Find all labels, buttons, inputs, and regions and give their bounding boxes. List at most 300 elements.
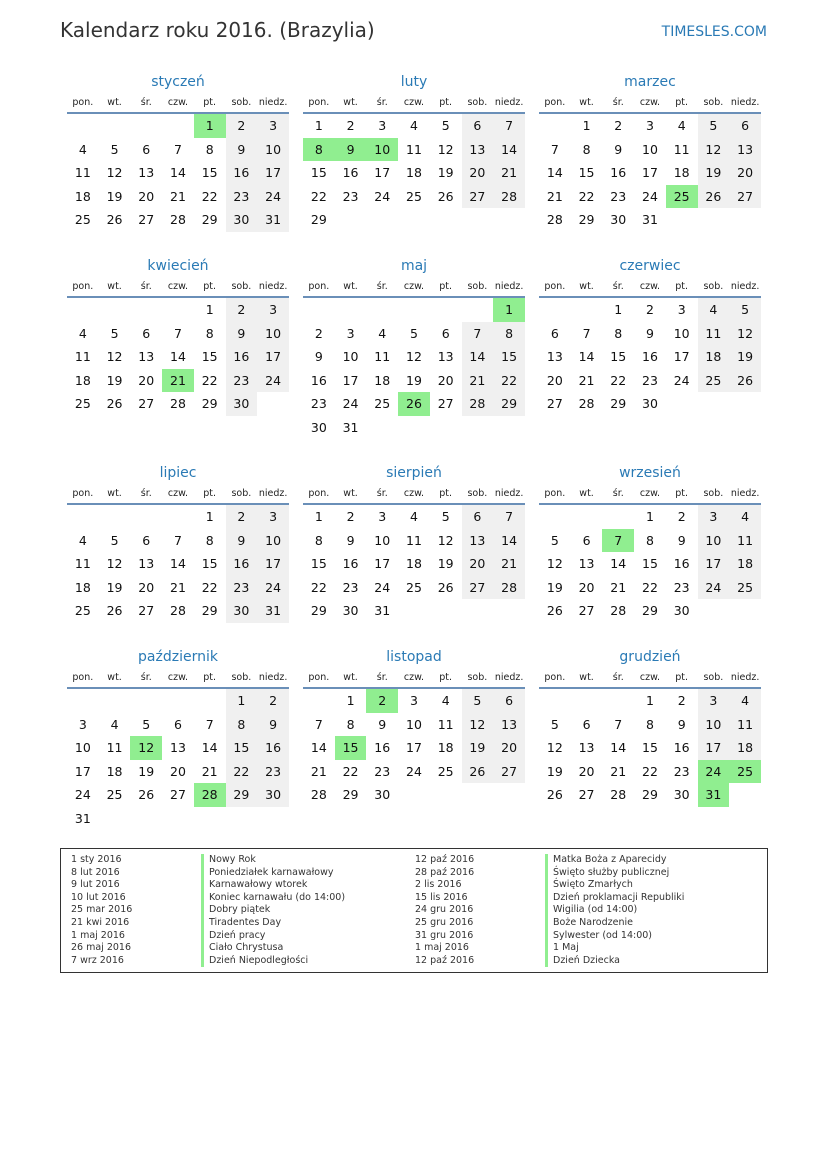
- day-cell: 29: [642, 787, 658, 803]
- weekday-header: niedz.: [729, 667, 761, 688]
- weekday-header: czw.: [162, 92, 194, 113]
- day-cell: 24: [257, 369, 289, 393]
- day-cell: 2: [226, 113, 258, 138]
- site-link[interactable]: TIMESLES.COM: [661, 24, 767, 40]
- day-cell: 5: [441, 509, 450, 525]
- day-cell: 18: [729, 552, 761, 576]
- empty-cell: [67, 688, 99, 713]
- empty-cell: [493, 416, 525, 440]
- holiday-date: 7 wrz 2016: [71, 954, 124, 966]
- day-cell: 17: [673, 349, 690, 365]
- empty-cell: [162, 504, 194, 529]
- day-cell: 18: [673, 165, 690, 181]
- holiday-name: Święto Zmarłych: [545, 879, 684, 892]
- day-cell: 28: [610, 787, 627, 803]
- day-cell: 3: [78, 716, 87, 732]
- holiday-dates-left: [71, 854, 132, 967]
- weekday-header: śr.: [602, 276, 634, 297]
- day-cell: 23: [226, 576, 258, 600]
- day-cell: 31: [698, 783, 730, 807]
- day-cell: 17: [342, 372, 359, 388]
- day-cell: 8: [303, 138, 335, 162]
- day-cell: 10: [673, 325, 690, 341]
- day-cell: 19: [462, 736, 494, 760]
- empty-cell: [729, 392, 761, 416]
- month-0: [67, 72, 289, 232]
- weekday-header: niedz.: [257, 276, 289, 297]
- day-cell: 18: [74, 579, 91, 595]
- weekday-header: śr.: [366, 92, 398, 113]
- day-cell: 8: [645, 532, 654, 548]
- empty-cell: [67, 297, 99, 322]
- holiday-name: Matka Boża z Aparecidy: [545, 854, 684, 867]
- day-cell: 14: [610, 556, 627, 572]
- day-cell: 2: [677, 693, 686, 709]
- weekday-header: wt.: [335, 92, 367, 113]
- day-cell: 19: [138, 763, 155, 779]
- day-cell: 30: [642, 396, 658, 412]
- day-cell: 11: [698, 322, 730, 346]
- weekday-header: sob.: [698, 276, 730, 297]
- weekday-header: czw.: [634, 92, 666, 113]
- day-cell: 7: [602, 529, 634, 553]
- day-cell: 17: [698, 552, 730, 576]
- day-cell: 7: [173, 532, 182, 548]
- day-cell: 2: [226, 504, 258, 529]
- day-cell: 3: [346, 325, 355, 341]
- day-cell: 25: [374, 396, 391, 412]
- weekday-header: sob.: [462, 667, 494, 688]
- day-cell: 28: [310, 787, 327, 803]
- empty-cell: [430, 599, 462, 623]
- month-2: [539, 72, 761, 232]
- day-cell: 21: [201, 763, 218, 779]
- day-cell: 17: [257, 552, 289, 576]
- day-cell: 2: [366, 688, 398, 713]
- empty-cell: [99, 113, 131, 138]
- day-cell: 26: [437, 188, 454, 204]
- day-cell: 7: [314, 716, 323, 732]
- month-name: kwiecień: [147, 258, 209, 274]
- day-cell: 2: [314, 325, 323, 341]
- day-cell: 21: [610, 763, 627, 779]
- day-cell: 17: [374, 556, 391, 572]
- day-cell: 9: [226, 138, 258, 162]
- day-cell: 27: [462, 576, 494, 600]
- day-cell: 11: [74, 349, 91, 365]
- weekday-header: pt.: [430, 483, 462, 504]
- day-cell: 1: [226, 688, 258, 713]
- holiday-name: Boże Narodzenie: [545, 917, 684, 930]
- day-cell: 31: [374, 603, 391, 619]
- day-cell: 11: [406, 141, 422, 157]
- day-cell: 6: [493, 688, 525, 713]
- day-cell: 11: [437, 716, 454, 732]
- day-cell: 26: [546, 603, 563, 619]
- weekday-header: pon.: [539, 667, 571, 688]
- empty-cell: [226, 807, 258, 831]
- day-cell: 3: [257, 297, 289, 322]
- day-cell: 15: [493, 345, 525, 369]
- day-cell: 24: [698, 576, 730, 600]
- weekday-header: pt.: [666, 667, 698, 688]
- day-cell: 20: [170, 763, 186, 779]
- holiday-date: 1 maj 2016: [71, 929, 125, 941]
- day-cell: 4: [78, 141, 87, 157]
- day-cell: 8: [226, 713, 258, 737]
- day-cell: 30: [257, 783, 289, 807]
- day-cell: 12: [546, 740, 563, 756]
- holiday-date: 1 sty 2016: [71, 854, 122, 865]
- day-cell: 22: [226, 760, 258, 784]
- day-cell: 23: [342, 579, 359, 595]
- day-cell: 5: [462, 688, 494, 713]
- empty-cell: [67, 504, 99, 529]
- weekday-header: pt.: [430, 92, 462, 113]
- day-cell: 24: [257, 185, 289, 209]
- day-cell: 25: [729, 760, 761, 784]
- day-cell: 3: [677, 302, 686, 318]
- day-cell: 13: [462, 138, 494, 162]
- weekday-header: sob.: [462, 92, 494, 113]
- day-cell: 8: [346, 716, 355, 732]
- empty-cell: [162, 297, 194, 322]
- day-cell: 6: [142, 532, 151, 548]
- day-cell: 20: [138, 372, 155, 388]
- weekday-header: wt.: [335, 276, 367, 297]
- day-cell: 8: [582, 141, 591, 157]
- empty-cell: [698, 599, 730, 623]
- day-cell: 14: [170, 165, 186, 181]
- day-cell: 4: [729, 504, 761, 529]
- day-cell: 4: [78, 325, 87, 341]
- empty-cell: [539, 504, 571, 529]
- holiday-date: 15 lis 2016: [415, 891, 468, 903]
- day-cell: 16: [342, 165, 359, 181]
- empty-cell: [366, 208, 398, 232]
- day-cell: 9: [226, 529, 258, 553]
- month-name: maj: [400, 258, 428, 274]
- day-cell: 23: [257, 760, 289, 784]
- weekday-header: czw.: [634, 483, 666, 504]
- weekday-header: wt.: [99, 276, 131, 297]
- weekday-header: śr.: [366, 667, 398, 688]
- month-10: [303, 647, 525, 807]
- day-cell: 16: [374, 740, 391, 756]
- month-name: lipiec: [159, 465, 197, 481]
- holiday-name: Ciało Chrystusa: [201, 942, 345, 955]
- empty-cell: [493, 208, 525, 232]
- empty-cell: [335, 208, 367, 232]
- day-cell: 30: [226, 599, 258, 623]
- day-cell: 26: [106, 396, 123, 412]
- day-cell: 13: [437, 349, 454, 365]
- day-cell: 6: [441, 325, 450, 341]
- day-cell: 19: [729, 345, 761, 369]
- day-cell: 6: [582, 716, 591, 732]
- day-cell: 11: [406, 532, 422, 548]
- day-cell: 31: [257, 208, 289, 232]
- day-cell: 2: [645, 302, 654, 318]
- day-cell: 17: [257, 345, 289, 369]
- day-cell: 26: [698, 185, 730, 209]
- holiday-name: Koniec karnawału (do 14:00): [201, 892, 345, 905]
- weekday-header: pt.: [430, 667, 462, 688]
- day-cell: 13: [578, 740, 595, 756]
- weekday-header: wt.: [99, 92, 131, 113]
- empty-cell: [462, 599, 494, 623]
- empty-cell: [729, 208, 761, 232]
- weekday-header: wt.: [335, 667, 367, 688]
- day-cell: 16: [257, 736, 289, 760]
- day-cell: 12: [106, 556, 123, 572]
- day-cell: 16: [226, 161, 258, 185]
- day-cell: 22: [201, 372, 218, 388]
- day-cell: 28: [170, 603, 186, 619]
- day-cell: 10: [257, 529, 289, 553]
- day-cell: 28: [170, 212, 186, 228]
- day-cell: 11: [74, 556, 91, 572]
- empty-cell: [729, 599, 761, 623]
- day-cell: 14: [546, 165, 563, 181]
- weekday-header: niedz.: [257, 92, 289, 113]
- day-cell: 10: [257, 138, 289, 162]
- holiday-date: 31 gru 2016: [415, 929, 474, 941]
- day-cell: 25: [406, 188, 422, 204]
- day-cell: 1: [493, 297, 525, 322]
- day-cell: 21: [493, 552, 525, 576]
- day-cell: 15: [201, 165, 218, 181]
- day-cell: 13: [578, 556, 595, 572]
- day-cell: 21: [462, 369, 494, 393]
- day-cell: 3: [378, 118, 387, 134]
- day-cell: 20: [546, 372, 563, 388]
- day-cell: 21: [170, 579, 186, 595]
- day-cell: 12: [546, 556, 563, 572]
- day-cell: 6: [462, 504, 494, 529]
- day-cell: 26: [729, 369, 761, 393]
- month-name: czerwiec: [619, 258, 681, 274]
- weekday-header: pt.: [194, 92, 226, 113]
- day-cell: 7: [173, 141, 182, 157]
- weekday-header: śr.: [366, 276, 398, 297]
- weekday-header: wt.: [571, 276, 603, 297]
- day-cell: 18: [74, 188, 91, 204]
- day-cell: 29: [610, 396, 627, 412]
- day-cell: 19: [698, 161, 730, 185]
- day-cell: 8: [205, 325, 214, 341]
- weekday-header: pon.: [67, 483, 99, 504]
- day-cell: 30: [226, 392, 258, 416]
- day-cell: 5: [142, 716, 151, 732]
- day-cell: 24: [74, 787, 91, 803]
- day-cell: 14: [170, 556, 186, 572]
- weekday-header: pon.: [303, 483, 335, 504]
- empty-cell: [162, 807, 194, 831]
- day-cell: 27: [437, 396, 454, 412]
- day-cell: 22: [342, 763, 359, 779]
- day-cell: 5: [550, 532, 559, 548]
- weekday-header: pon.: [539, 92, 571, 113]
- day-cell: 4: [409, 509, 418, 525]
- day-cell: 24: [406, 763, 422, 779]
- day-cell: 29: [226, 783, 258, 807]
- empty-cell: [130, 504, 162, 529]
- day-cell: 31: [74, 810, 91, 826]
- day-cell: 5: [729, 297, 761, 322]
- day-cell: 9: [645, 325, 654, 341]
- empty-cell: [729, 783, 761, 807]
- weekday-header: niedz.: [257, 483, 289, 504]
- weekday-header: sob.: [226, 483, 258, 504]
- day-cell: 4: [78, 532, 87, 548]
- day-cell: 31: [257, 599, 289, 623]
- day-cell: 9: [378, 716, 387, 732]
- day-cell: 12: [698, 138, 730, 162]
- month-name: grudzień: [619, 649, 681, 665]
- empty-cell: [303, 688, 335, 713]
- weekday-header: sob.: [698, 92, 730, 113]
- day-cell: 20: [138, 579, 155, 595]
- day-cell: 27: [462, 185, 494, 209]
- day-cell: 30: [673, 787, 690, 803]
- day-cell: 14: [310, 740, 327, 756]
- weekday-header: sob.: [462, 276, 494, 297]
- day-cell: 23: [673, 763, 690, 779]
- weekday-header: pon.: [67, 92, 99, 113]
- weekday-header: śr.: [130, 92, 162, 113]
- holiday-date: 2 lis 2016: [415, 879, 462, 891]
- day-cell: 6: [729, 113, 761, 138]
- day-cell: 31: [642, 212, 658, 228]
- day-cell: 28: [610, 603, 627, 619]
- holiday-date: 21 kwi 2016: [71, 916, 130, 928]
- holiday-names-right: [545, 854, 684, 967]
- day-cell: 2: [226, 297, 258, 322]
- empty-cell: [430, 208, 462, 232]
- day-cell: 8: [493, 322, 525, 346]
- day-cell: 23: [342, 188, 359, 204]
- day-cell: 11: [729, 529, 761, 553]
- day-cell: 12: [437, 532, 454, 548]
- day-cell: 10: [642, 141, 658, 157]
- day-cell: 8: [205, 141, 214, 157]
- empty-cell: [571, 504, 603, 529]
- day-cell: 18: [106, 763, 123, 779]
- weekday-header: wt.: [571, 92, 603, 113]
- day-cell: 21: [170, 188, 186, 204]
- empty-cell: [99, 807, 131, 831]
- empty-cell: [602, 688, 634, 713]
- day-cell: 20: [729, 161, 761, 185]
- day-cell: 7: [493, 113, 525, 138]
- day-cell: 11: [74, 165, 91, 181]
- day-cell: 14: [493, 138, 525, 162]
- holiday-date: 1 maj 2016: [415, 942, 469, 954]
- day-cell: 6: [173, 716, 182, 732]
- weekday-header: czw.: [398, 483, 430, 504]
- day-cell: 17: [257, 161, 289, 185]
- weekday-header: pon.: [303, 276, 335, 297]
- day-cell: 4: [409, 118, 418, 134]
- day-cell: 27: [578, 787, 595, 803]
- holiday-list: [60, 848, 768, 973]
- weekday-header: wt.: [335, 483, 367, 504]
- day-cell: 15: [201, 349, 218, 365]
- day-cell: 29: [201, 212, 218, 228]
- day-cell: 26: [106, 212, 123, 228]
- day-cell: 9: [314, 349, 323, 365]
- day-cell: 1: [314, 509, 323, 525]
- empty-cell: [698, 208, 730, 232]
- weekday-header: pt.: [666, 483, 698, 504]
- day-cell: 3: [645, 118, 654, 134]
- day-cell: 4: [698, 297, 730, 322]
- day-cell: 15: [642, 740, 658, 756]
- empty-cell: [539, 688, 571, 713]
- day-cell: 20: [493, 736, 525, 760]
- day-cell: 23: [610, 188, 627, 204]
- day-cell: 27: [170, 787, 186, 803]
- day-cell: 9: [226, 322, 258, 346]
- day-cell: 29: [642, 603, 658, 619]
- day-cell: 28: [462, 392, 494, 416]
- day-cell: 14: [201, 740, 218, 756]
- holiday-name: Dzień pracy: [201, 930, 345, 943]
- day-cell: 20: [138, 188, 155, 204]
- day-cell: 16: [642, 349, 658, 365]
- day-cell: 13: [462, 529, 494, 553]
- day-cell: 9: [614, 141, 623, 157]
- holiday-dates-right: [415, 854, 474, 967]
- day-cell: 30: [226, 208, 258, 232]
- day-cell: 20: [578, 763, 595, 779]
- day-cell: 29: [493, 392, 525, 416]
- day-cell: 26: [546, 787, 563, 803]
- holiday-date: 28 paź 2016: [415, 866, 475, 878]
- day-cell: 12: [729, 322, 761, 346]
- day-cell: 29: [310, 603, 327, 619]
- month-1: [303, 72, 525, 232]
- day-cell: 30: [310, 419, 327, 435]
- day-cell: 17: [642, 165, 658, 181]
- day-cell: 28: [546, 212, 563, 228]
- day-cell: 13: [170, 740, 186, 756]
- empty-cell: [162, 113, 194, 138]
- day-cell: 23: [642, 372, 658, 388]
- day-cell: 30: [342, 603, 359, 619]
- day-cell: 27: [493, 760, 525, 784]
- empty-cell: [430, 783, 462, 807]
- day-cell: 13: [546, 349, 563, 365]
- empty-cell: [462, 416, 494, 440]
- weekday-header: śr.: [130, 276, 162, 297]
- day-cell: 5: [110, 141, 119, 157]
- day-cell: 30: [610, 212, 627, 228]
- day-cell: 19: [546, 763, 563, 779]
- day-cell: 25: [729, 576, 761, 600]
- day-cell: 29: [201, 603, 218, 619]
- day-cell: 15: [310, 556, 327, 572]
- day-cell: 24: [642, 188, 658, 204]
- month-name: listopad: [386, 649, 442, 665]
- weekday-header: sob.: [698, 667, 730, 688]
- month-4: [303, 256, 525, 439]
- day-cell: 18: [729, 736, 761, 760]
- weekday-header: sob.: [226, 276, 258, 297]
- weekday-header: czw.: [162, 276, 194, 297]
- day-cell: 1: [194, 113, 226, 138]
